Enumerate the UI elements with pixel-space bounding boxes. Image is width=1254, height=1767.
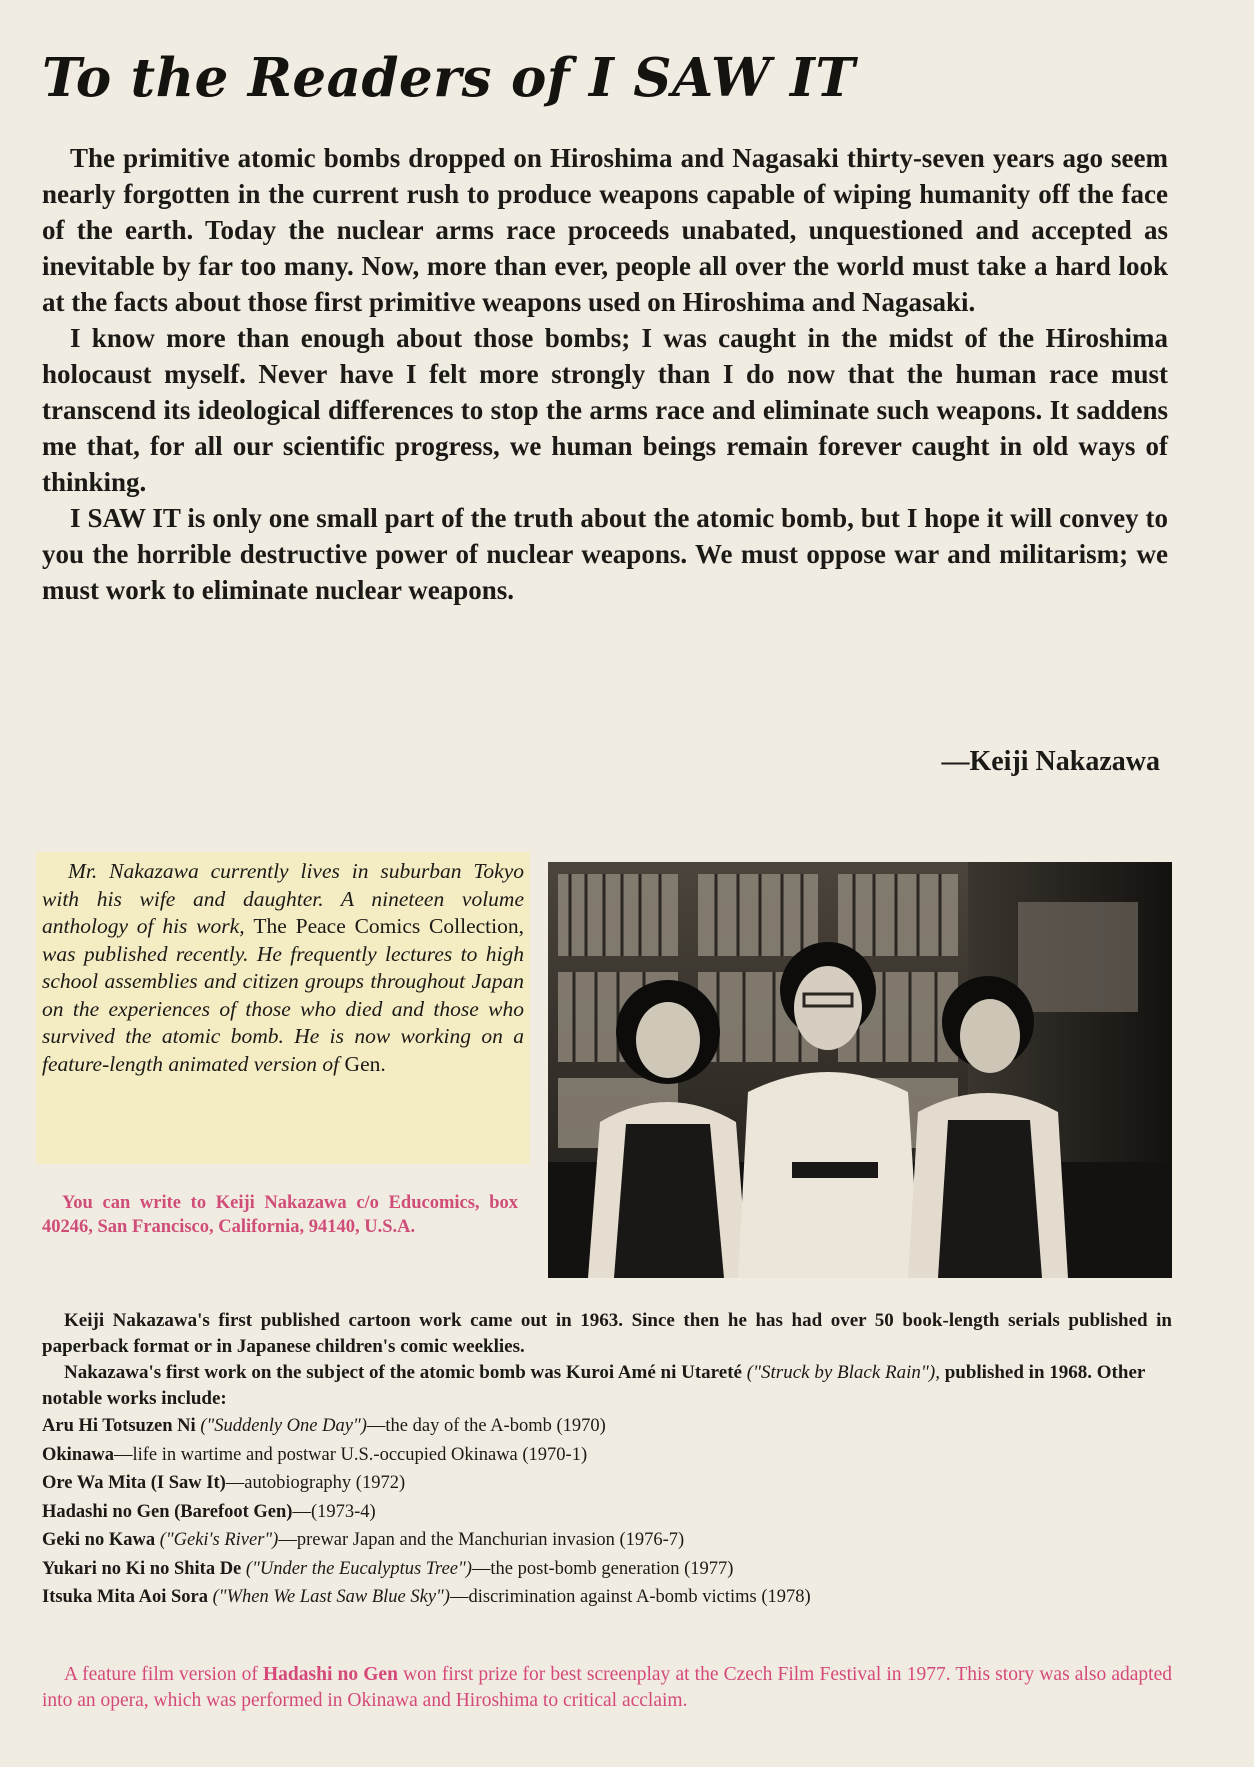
letter-body [42, 140, 1168, 608]
bio-collection-title: The Peace Comics Collection, [253, 914, 525, 938]
work-item: Yukari no Ki no Shita De ("Under the Eucalyptus Tree")—the post-bomb generation (1977) [42, 1558, 734, 1579]
author-family-photo [548, 862, 1172, 1278]
festival-text-end: won first prize for best screenplay at the Czech Film Festival in 1977. This story was also adapted into an opera, which was performed in Okinawa and Hiroshima to critical acclaim. [42, 1664, 1172, 1711]
works-intro2-start: Nakazawa's first work on the subject of the atomic bomb was [64, 1362, 562, 1383]
work-item: Itsuka Mita Aoi Sora ("When We Last Saw Blue Sky")—discrimination against A-bomb victims (1978) [42, 1587, 811, 1607]
bio-text-end: was published recently. He frequently lectures to high school assemblies and citizen groups throughout Japan on the experiences of those who died and those who survived the atomic bomb. He is now working on a feature-length animated version of [42, 941, 524, 1076]
letter-paragraph: The primitive atomic bombs dropped on Hiroshima and Nagasaki thirty-seven years ago seem nearly forgotten in the current rush to produce weapons capable of wiping humanity off the face of the earth. Today the nuclear arms race proceeds unabated, unquestioned and accepted as inevitable by far too many. Now, more than ever, people all over the world must take a hard look at the facts about those first primitive weapons used on Hiroshima and Nagasaki. [42, 143, 1168, 317]
page-title: To the Readers of I SAW IT [42, 47, 856, 109]
film-festival-note [42, 1662, 1172, 1713]
work-item: Okinawa—life in wartime and postwar U.S.-occupied Okinawa (1970-1) [42, 1444, 588, 1465]
bio-text-start: Mr. Nakazawa currently lives in suburban Tokyo with his wife and daughter. A nineteen volume anthology of his work, [42, 859, 524, 938]
work-item: Hadashi no Gen (Barefoot Gen)—(1973-4) [42, 1501, 376, 1522]
works-section [42, 1308, 1172, 1612]
festival-film-title: Hadashi no Gen [263, 1664, 398, 1685]
family-photo-illustration [548, 862, 1172, 1278]
works-intro2-end: published in 1968. Other notable works include: [42, 1362, 1145, 1409]
work-item: Aru Hi Totsuzen Ni ("Suddenly One Day")—the day of the A-bomb (1970) [42, 1416, 606, 1436]
festival-text-start: A feature film version of [64, 1664, 258, 1685]
letter-paragraph: I SAW IT is only one small part of the truth about the atomic bomb, but I hope it will convey to you the horrible destructive power of nuclear weapons. We must oppose war and militarism; we must work to eliminate nuclear weapons. [42, 503, 1168, 605]
first-atomic-work-translation: ("Struck by Black Rain"), [746, 1362, 940, 1383]
mailing-address-note [42, 1191, 518, 1239]
work-item: Geki no Kawa ("Geki's River")—prewar Japan and the Manchurian invasion (1976-7) [42, 1530, 685, 1550]
first-atomic-work-title: Kuroi Amé ni Utareté [565, 1362, 742, 1383]
works-intro: Keiji Nakazawa's first published cartoon work came out in 1963. Since then he has had over 50 book-length serials published in paperback format or in Japanese children's comic weeklies. [42, 1310, 1172, 1357]
work-item: Ore Wa Mita (I Saw It)—autobiography (1972) [42, 1473, 406, 1493]
letter-paragraph: I know more than enough about those bombs; I was caught in the midst of the Hiroshima holocaust myself. Never have I felt more strongly than I do now that the human race must transcend its ideological differences to stop the arms race and eliminate such weapons. It saddens me that, for all our scientific progress, we human beings remain forever caught in old ways of thinking. [42, 323, 1168, 497]
letter-signature: —Keiji Nakazawa [941, 746, 1160, 777]
write-to-text: You can write to Keiji Nakazawa c/o Educomics, box 40246, San Francisco, California, 94140, U.S.A. [42, 1193, 518, 1237]
works-intro-second [42, 1360, 1172, 1412]
author-bio [42, 858, 524, 1078]
bio-gen-title: Gen. [344, 1051, 386, 1076]
